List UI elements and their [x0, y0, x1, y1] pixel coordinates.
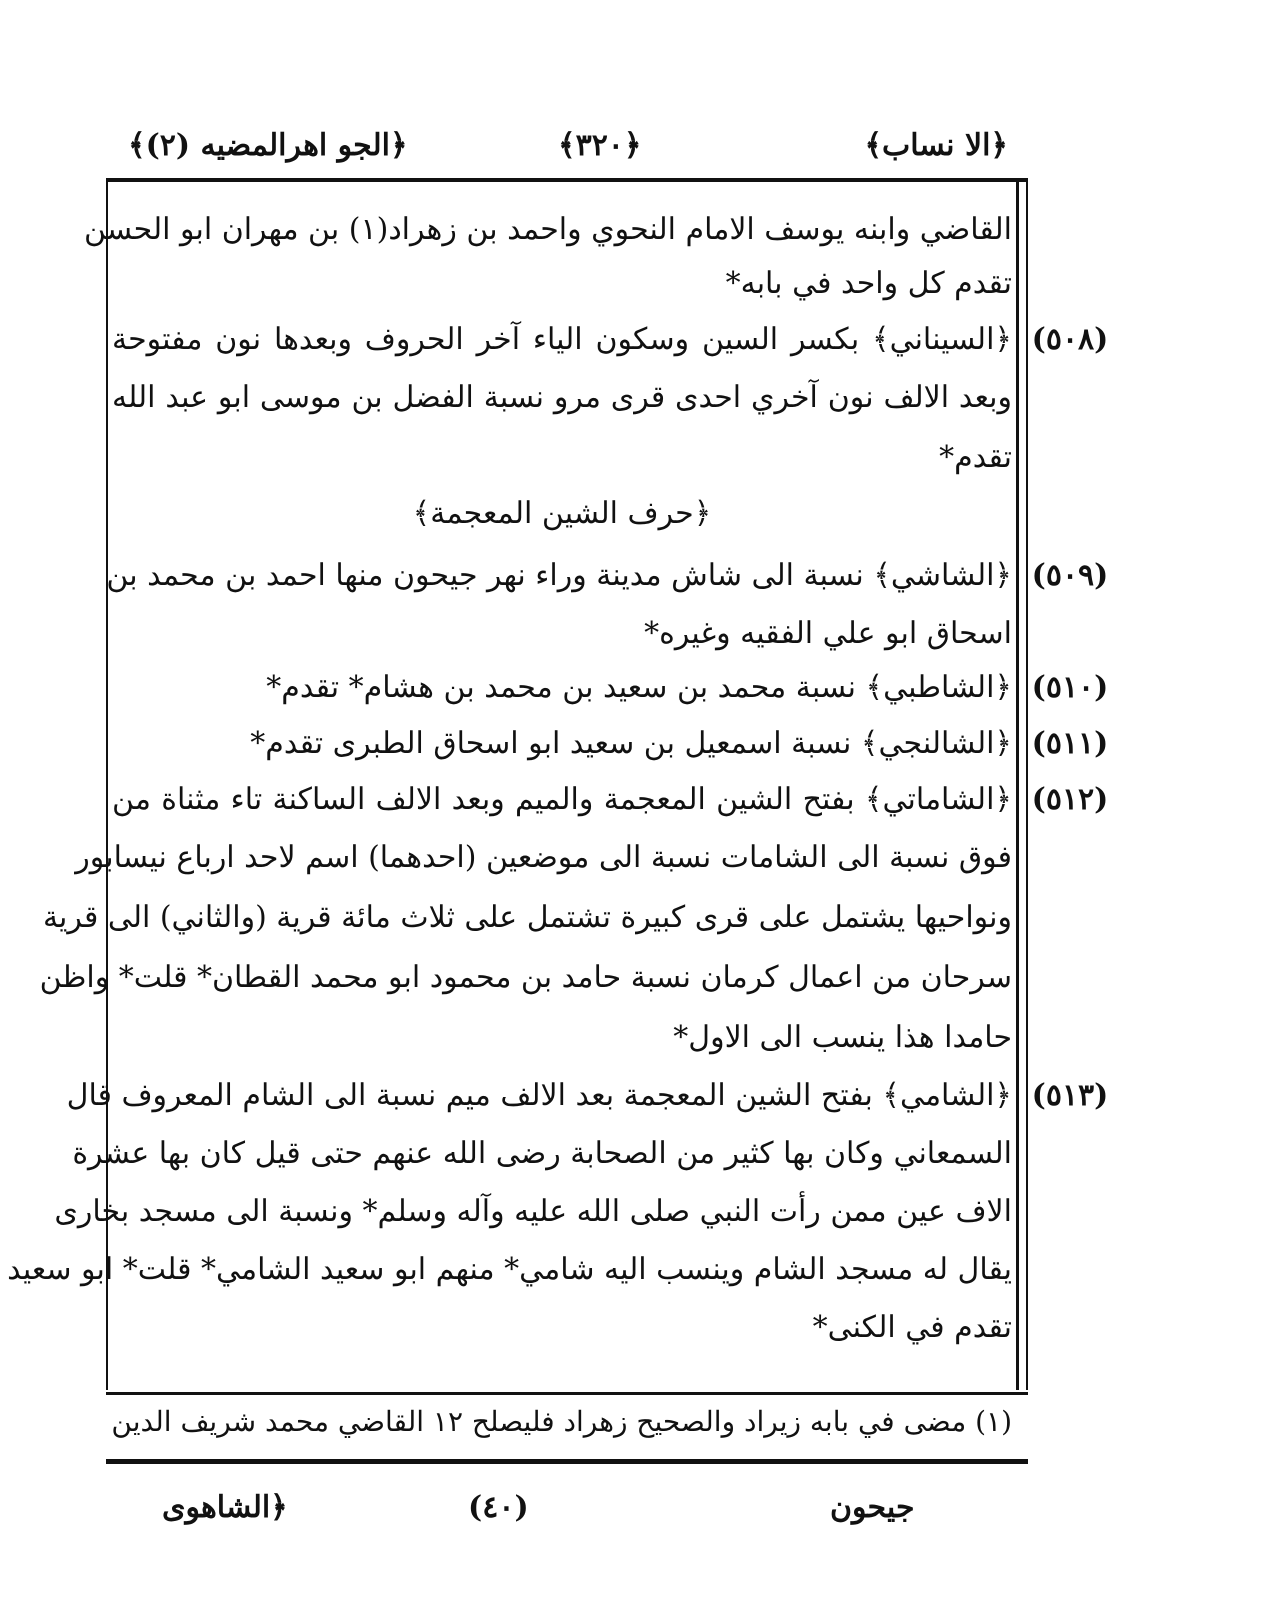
entry-number: (٥٠٨) [1031, 322, 1109, 357]
section-heading: ﴿حرف الشين المعجمة﴾ [412, 496, 712, 531]
next-page-word: ﴿الشاهوى [162, 1490, 288, 1525]
entry-number: (٥١٢) [1031, 782, 1109, 817]
signature-mark: (٤٠) [468, 1490, 529, 1525]
catchword: جيحون [830, 1490, 915, 1525]
running-header [112, 122, 1018, 178]
header-book-title: ﴿الجو اهرالمضيه (٢)﴾ [128, 128, 408, 163]
text-line: يقال له مسجد الشام وينسب اليه شامي* منهم ابو سعيد الشامي* قلت* ابو سعيد [7, 1252, 1012, 1287]
entry-number: (٥٠٩) [1031, 558, 1109, 593]
text-line: وبعد الالف نون آخري احدى قرى مرو نسبة الفضل بن موسى ابو عبد الله [112, 380, 1012, 415]
margin-rule-inner [1016, 182, 1019, 1390]
header-rule [106, 178, 1028, 182]
entry-number: (٥١٠) [1031, 670, 1109, 705]
text-line: ﴿السيناني﴾ بكسر السين وسكون الياء آخر الحروف وبعدها نون مفتوحة [112, 322, 1012, 357]
text-line: ﴿الشاماتي﴾ بفتح الشين المعجمة والميم وبعد الالف الساكنة تاء مثناة من [112, 782, 1012, 817]
text-line: ﴿الشاشي﴾ نسبة الى شاش مدينة وراء نهر جيحون منها احمد بن محمد بن [106, 558, 1012, 593]
text-line: السمعاني وكان بها كثير من الصحابة رضى الله عنهم حتى قيل كان بها عشرة [72, 1136, 1012, 1171]
header-page-number: ﴿٣٢٠﴾ [558, 128, 642, 163]
text-line: اسحاق ابو علي الفقيه وغيره* [644, 616, 1012, 651]
text-line: ونواحيها يشتمل على قرى كبيرة تشتمل على ثلاث مائة قرية (والثاني) الى قرية [42, 900, 1012, 935]
footer-rule [106, 1462, 1028, 1464]
text-line: ﴿الشامي﴾ بفتح الشين المعجمة بعد الالف ميم نسبة الى الشام المعروف قال [66, 1078, 1012, 1113]
text-line: تقدم* [939, 440, 1012, 475]
text-line: فوق نسبة الى الشامات نسبة الى موضعين (احدهما) اسم لاحد ارباع نيسابور [75, 840, 1012, 875]
text-line: الاف عين ممن رأت النبي صلى الله عليه وآله وسلم* ونسبة الى مسجد بخارى [54, 1194, 1012, 1229]
text-line: تقدم كل واحد في بابه* [725, 266, 1012, 301]
text-line: ﴿الشاطبي﴾ نسبة محمد بن سعيد بن محمد بن هشام* تقدم* [266, 670, 1012, 705]
text-line: سرحان من اعمال كرمان نسبة حامد بن محمود ابو محمد القطان* قلت* واظن [39, 960, 1012, 995]
header-section-title: ﴿الا نساب﴾ [864, 128, 1008, 163]
footnote-text: (١) مضى في بابه زيراد والصحيح زهراد فليصلح ١٢ القاضي محمد شريف الدين [111, 1405, 1012, 1438]
text-line: ﴿الشالنجي﴾ نسبة اسمعيل بن سعيد ابو اسحاق الطبرى تقدم* [250, 726, 1012, 761]
text-line: تقدم في الكنى* [812, 1310, 1012, 1345]
text-line: القاضي وابنه يوسف الامام النحوي واحمد بن زهراد(١) بن مهران ابو الحسن [84, 212, 1012, 247]
entry-number: (٥١٣) [1031, 1078, 1109, 1113]
text-line: حامدا هذا ينسب الى الاول* [673, 1020, 1012, 1055]
margin-rule-outer [1026, 182, 1028, 1390]
entry-number: (٥١١) [1031, 726, 1109, 761]
